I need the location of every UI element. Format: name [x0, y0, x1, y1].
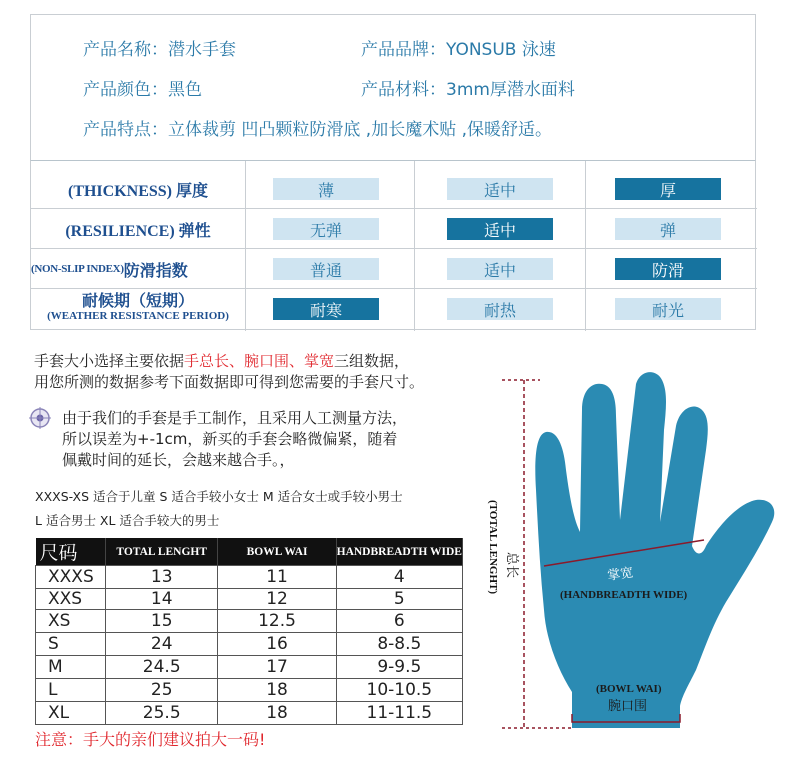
palm-cell: 11-11.5: [336, 702, 462, 725]
table-row: [36, 566, 463, 589]
wrist-cell: 16: [218, 633, 336, 656]
weather-option-heat: 耐热: [447, 298, 553, 320]
attribute-row-thickness: [31, 169, 757, 209]
product-material-value: 3mm厚潜水面料: [446, 80, 575, 100]
product-name-value: 潜水手套: [168, 40, 236, 60]
thickness-label: (THICKNESS) 厚度: [67, 182, 209, 200]
resilience-label: (RESILIENCE) 弹性: [65, 222, 211, 240]
attribute-row-weather: [31, 289, 757, 329]
size-cell: XS: [36, 610, 106, 633]
length-cell: 25: [106, 679, 218, 702]
product-feature-value: 立体裁剪 凹凸颗粒防滑底 ,加长魔术贴 ,保暖舒适。: [168, 120, 553, 140]
guide-line-2: 用您所测的数据参考下面数据即可得到您需要的手套尺寸。: [34, 373, 425, 391]
palm-cell: 10-10.5: [336, 679, 462, 702]
total-length-label-en: (TOTAL LENGHT): [487, 500, 499, 595]
fit-guide-line-2: L 适合男士 XL 适合手较大的男士: [35, 513, 220, 528]
product-name-label: 产品名称：: [83, 40, 168, 60]
resilience-option-elastic: 弹: [615, 218, 721, 240]
product-name-row: [83, 35, 236, 60]
product-color-value: 黑色: [168, 80, 202, 100]
product-material-label: 产品材料：: [361, 80, 446, 100]
size-cell: XXXS: [36, 566, 106, 589]
product-info-box: [30, 14, 756, 160]
thickness-option-thin: 薄: [273, 178, 379, 200]
nonslip-label-en: (NON-SLIP INDEX): [31, 263, 124, 275]
product-material-row: [361, 75, 575, 100]
attribute-row-resilience: [31, 209, 757, 249]
resilience-option-none: 无弹: [273, 218, 379, 240]
table-row: [36, 656, 463, 679]
palm-width-label-en: (HANDBREADTH WIDE): [560, 589, 688, 601]
crosshair-icon: [29, 407, 51, 429]
weather-option-cold: 耐寒: [273, 298, 379, 320]
palm-cell: 8-8.5: [336, 633, 462, 656]
weather-label-cn: 耐候期（短期）: [81, 293, 194, 310]
attribute-table: [30, 160, 756, 330]
header-handbreadth: HANDBREADTH WIDE: [336, 538, 462, 566]
glove-measurement-diagram: [480, 370, 790, 760]
attribute-row-nonslip: [31, 249, 757, 289]
size-warning-note: 注意：手大的亲们建议拍大一码!: [35, 730, 266, 749]
nonslip-option-medium: 适中: [447, 258, 553, 280]
wrist-cell: 18: [218, 702, 336, 725]
fit-guide-line-1: XXXS-XS 适合于儿童 S 适合手较小女士 M 适合女士或手较小男士: [35, 489, 403, 504]
product-brand-label: 产品品牌：: [361, 40, 446, 60]
weather-option-light: 耐光: [615, 298, 721, 320]
header-size: 尺码: [36, 538, 106, 566]
palm-cell: 5: [336, 589, 462, 610]
size-cell: M: [36, 656, 106, 679]
guide-line-1-highlight: 手总长、腕口围、掌宽: [184, 352, 335, 370]
handmade-note-line: 佩戴时间的延长，会越来越合手。，: [62, 451, 295, 469]
guide-line-1: [34, 350, 409, 371]
table-row: [36, 633, 463, 656]
table-row: [36, 610, 463, 633]
table-row: [36, 702, 463, 725]
wrist-cell: 18: [218, 679, 336, 702]
size-cell: L: [36, 679, 106, 702]
palm-cell: 4: [336, 566, 462, 589]
thickness-option-medium: 适中: [447, 178, 553, 200]
nonslip-label-cn: 防滑指数: [123, 262, 188, 280]
length-cell: 13: [106, 566, 218, 589]
guide-line-1-end: 三组数据，: [334, 352, 410, 370]
size-table-header: [36, 538, 463, 566]
wrist-cell: 12.5: [218, 610, 336, 633]
palm-cell: 9-9.5: [336, 656, 462, 679]
header-bowl-wai: BOWL WAI: [218, 538, 336, 566]
product-feature-label: 产品特点：: [83, 120, 168, 140]
length-cell: 14: [106, 589, 218, 610]
thickness-option-thick: 厚: [615, 178, 721, 200]
length-cell: 25.5: [106, 702, 218, 725]
weather-label-en: (WEATHER RESISTANCE PERIOD): [47, 310, 229, 322]
wrist-label-cn: 腕口围: [608, 698, 648, 713]
product-feature-row: [83, 115, 552, 140]
resilience-option-medium: 适中: [447, 218, 553, 240]
nonslip-option-antislip: 防滑: [615, 258, 721, 280]
wrist-cell: 12: [218, 589, 336, 610]
total-length-label-cn: 总长: [505, 552, 520, 579]
palm-width-label-cn: 掌宽: [606, 564, 635, 583]
handmade-note-line: 由于我们的手套是手工制作，且采用人工测量方法，: [62, 409, 408, 427]
product-brand-row: [361, 35, 556, 60]
weather-label: [31, 289, 245, 329]
handmade-note-line: 所以误差为+-1cm，新买的手套会略微偏紧，随着: [62, 430, 398, 448]
product-color-row: [83, 75, 202, 100]
wrist-label-en: (BOWL WAI): [596, 683, 662, 695]
header-total-length: TOTAL LENGHT: [106, 538, 218, 566]
length-cell: 15: [106, 610, 218, 633]
wrist-cell: 17: [218, 656, 336, 679]
length-cell: 24: [106, 633, 218, 656]
glove-illustration: [535, 372, 774, 728]
table-row: [36, 679, 463, 702]
guide-line-1-start: 手套大小选择主要依据: [34, 352, 185, 370]
length-cell: 24.5: [106, 656, 218, 679]
product-brand-value: YONSUB 泳速: [446, 40, 556, 60]
nonslip-label: [31, 249, 245, 289]
wrist-cell: 11: [218, 566, 336, 589]
product-color-label: 产品颜色：: [83, 80, 168, 100]
table-row: [36, 589, 463, 610]
size-cell: XXS: [36, 589, 106, 610]
palm-cell: 6: [336, 610, 462, 633]
handmade-note: [62, 408, 407, 471]
nonslip-option-normal: 普通: [273, 258, 379, 280]
size-cell: S: [36, 633, 106, 656]
size-cell: XL: [36, 702, 106, 725]
size-table: [35, 538, 463, 725]
